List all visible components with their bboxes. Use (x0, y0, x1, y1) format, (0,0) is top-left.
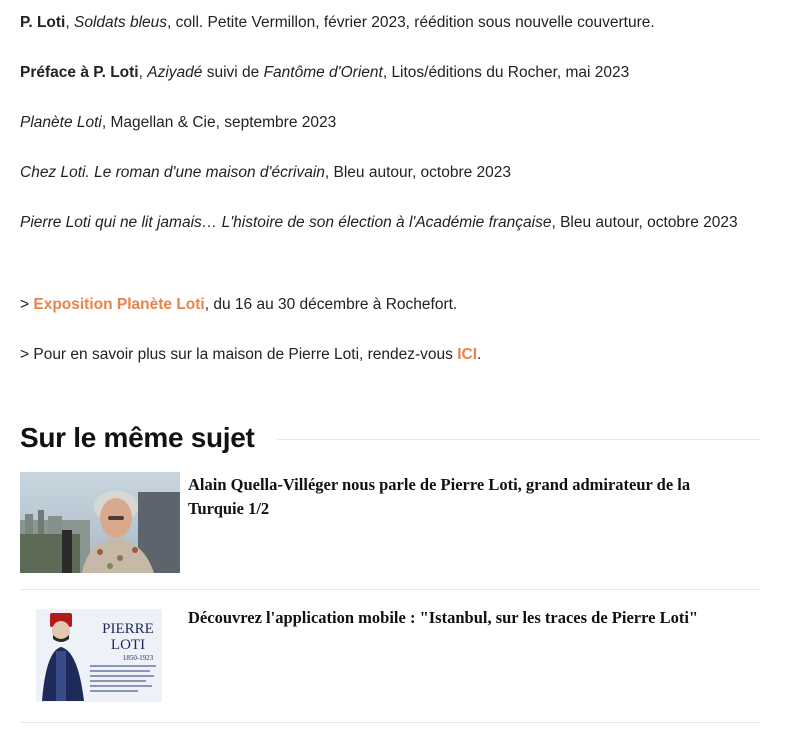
book-title: Aziyadé (147, 64, 203, 81)
poster-name-line-1: PIERRE (102, 621, 154, 637)
publication-details: , Litos/éditions du Rocher, mai 2023 (382, 64, 630, 81)
bullet-prefix: > (20, 296, 34, 313)
separator: , (138, 64, 148, 81)
period: . (477, 346, 482, 363)
article-thumbnail[interactable] (20, 472, 180, 573)
separator: , (65, 14, 74, 31)
article-thumbnail[interactable] (20, 605, 180, 706)
exposition-line (20, 289, 457, 321)
related-article-card[interactable] (20, 605, 760, 723)
exposition-details: , du 16 au 30 décembre à Rochefort. (204, 296, 458, 313)
bibliography-entry-1 (20, 7, 655, 39)
bibliography-entry-5 (20, 207, 765, 239)
author: P. Loti (20, 14, 66, 31)
heading-divider (277, 439, 760, 440)
article-title-link[interactable]: Découvrez l'application mobile : "Istanbul, sur les traces de Pierre Loti" (188, 608, 699, 627)
preface-label: Préface à P. Loti (20, 64, 139, 81)
publication-details: , Bleu autour, octobre 2023 (551, 214, 738, 231)
publication-details: , Bleu autour, octobre 2023 (324, 164, 512, 181)
related-article-card[interactable] (20, 472, 760, 590)
pierre-loti-poster-image (20, 605, 180, 706)
poster-name-line-2: LOTI (110, 637, 146, 653)
bibliography-entry-4 (20, 157, 511, 189)
book-title: Planète Loti (20, 114, 102, 131)
book-title-2: Fantôme d'Orient (263, 64, 383, 81)
maison-text: > Pour en savoir plus sur la maison de Pierre Loti, rendez-vous (20, 346, 458, 363)
book-title: Pierre Loti qui ne lit jamais… L'histoire de son élection à l'Académie française (20, 214, 552, 231)
ici-link[interactable]: ICI (457, 346, 478, 363)
article-title-link[interactable]: Alain Quella-Villéger nous parle de Pierre Loti, grand admirateur de la Turquie 1/2 (188, 475, 691, 518)
book-title: Chez Loti. Le roman d'une maison d'écrivain (20, 164, 325, 181)
related-heading: Sur le même sujet (20, 422, 255, 453)
portrait-photo-image (20, 472, 180, 573)
book-title: Soldats bleus (73, 14, 168, 31)
maison-line (20, 339, 481, 371)
connector: suivi de (202, 64, 264, 81)
publication-details: , Magellan & Cie, septembre 2023 (101, 114, 337, 131)
bibliography-entry-3 (20, 107, 336, 139)
related-section-header (20, 418, 760, 458)
publication-details: , coll. Petite Vermillon, février 2023, réédition sous nouvelle couverture. (167, 14, 655, 31)
exposition-link[interactable]: Exposition Planète Loti (33, 296, 205, 313)
poster-years: 1850-1923 (122, 654, 154, 662)
bibliography-entry-2 (20, 57, 629, 89)
